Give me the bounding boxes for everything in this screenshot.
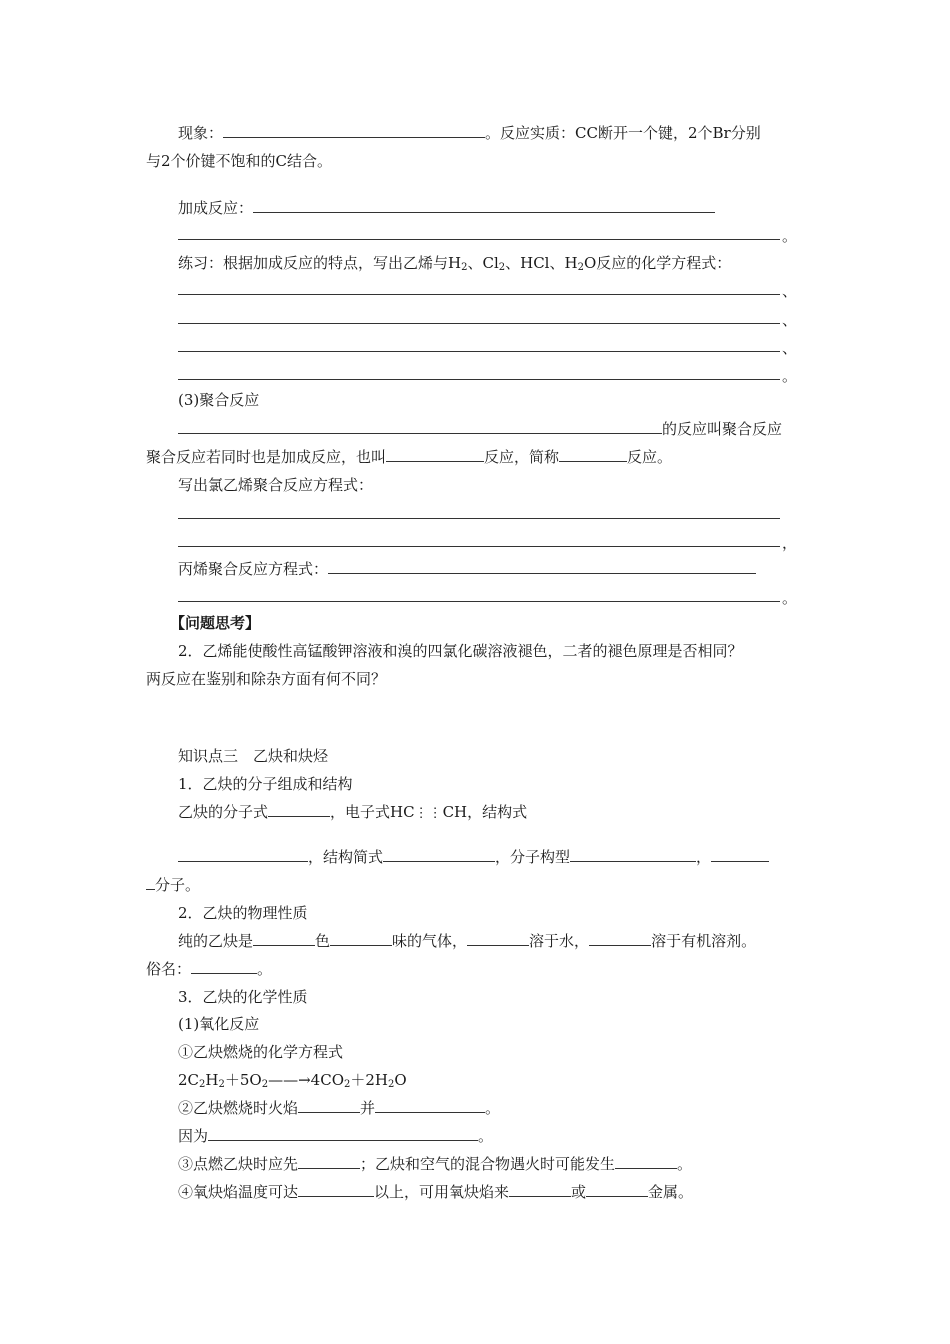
formula-b: ，电子式HC [330,803,415,821]
structure-c: ， [696,848,712,866]
k3-sub1: 1．乙炔的分子组成和结构 [178,775,353,793]
blank-molecule-type-2[interactable] [146,875,155,890]
sub-2: 2 [461,262,468,273]
k3-formula-line [178,801,527,825]
vinyl-comma: ， [782,534,798,552]
polymer-heading: (3)聚合反应 [178,391,260,409]
reaction-arrow: ——→ [268,1071,311,1089]
phys-d: 溶于水， [529,932,590,950]
k3-molecule-line [146,874,200,896]
question-heading: 【问题思考】 [170,614,261,632]
reaction-essence-cont: 与2个价键不饱和的C结合。 [146,152,333,170]
polymer-def-tail: 的反应叫聚合反应 [662,420,783,438]
blank-propene-1[interactable] [328,559,756,574]
eq-a: 2C [178,1071,200,1089]
k3-sub3: 3．乙炔的化学性质 [178,988,308,1006]
k3-alias-line [146,958,272,980]
blank-polymer-short[interactable] [559,447,627,462]
polymer-def-line [178,418,782,440]
blank-molecular-shape[interactable] [570,847,696,862]
blank-structural-formula[interactable] [178,847,308,862]
because-a: 因为 [178,1127,209,1145]
blank-practice-1[interactable] [178,294,780,295]
eq-c: ＋5O [224,1071,262,1089]
polymer-line2-a: 聚合反应若同时也是加成反应，也叫 [146,448,387,466]
blank-odor[interactable] [330,931,392,946]
propene-end-mark: 。 [782,589,798,607]
triple-bond-dots: ⋮⋮ [414,806,443,821]
blank-addition-1[interactable] [253,198,715,213]
polymer-line2 [146,446,672,468]
eq-b: H [205,1071,219,1089]
c2-a: ②乙炔燃烧时火焰 [178,1099,299,1117]
c4-b: 以上，可用氧炔焰来 [374,1183,510,1201]
k3-heading: 知识点三 乙炔和炔烃 [178,747,329,765]
c3-c: 。 [677,1155,693,1173]
question-2-line1: 2．乙烯能使酸性高锰酸钾溶液和溴的四氯化碳溶液褪色，二者的褪色原理是否相同？ [178,642,743,660]
blank-temperature[interactable] [298,1182,374,1197]
blank-practice-4[interactable] [178,379,780,380]
phenomenon-line [178,122,761,144]
sub-2: 2 [344,1079,351,1090]
c2-c: 。 [485,1099,501,1117]
sub-2: 2 [218,1079,225,1090]
because-b: 。 [478,1127,494,1145]
addition-end-mark: 。 [782,227,798,245]
k3-sub2: 2．乙炔的物理性质 [178,904,308,922]
combustion-equation [178,1069,407,1091]
sub-2: 2 [199,1079,206,1090]
alias-a: 俗名： [146,960,192,978]
practice-sep-3: 、 [782,339,798,357]
blank-addition-2[interactable] [178,239,780,240]
blank-vinyl-1[interactable] [178,518,780,519]
practice-text-c: 、HCl、H [505,254,578,272]
structure-b: ，分子构型 [495,848,571,866]
sub-2: 2 [388,1079,395,1090]
alias-b: 。 [257,960,273,978]
practice-text-b: 、Cl [467,254,499,272]
c4-c: 或 [571,1183,587,1201]
blank-phenomenon[interactable] [223,123,485,138]
phenomenon-label: 现象： [178,124,224,142]
blank-cut[interactable] [509,1182,571,1197]
formula-c: CH，结构式 [442,803,528,821]
sub-2: 2 [577,262,584,273]
propene-line [178,558,756,580]
c4-d: 金属。 [648,1183,694,1201]
k3-structure-line [178,846,769,868]
molecule-text: 分子。 [155,876,201,894]
eq-e: ＋2H [350,1071,388,1089]
structure-a: ，结构简式 [308,848,384,866]
blank-practice-2[interactable] [178,323,780,324]
blank-propene-2[interactable] [178,601,780,602]
c2-b: 并 [360,1099,376,1117]
blank-color[interactable] [253,931,315,946]
k3-c2-line [178,1097,500,1119]
question-2-line2: 两反应在鉴别和除杂方面有何不同？ [146,670,387,688]
c3-a: ③点燃乙炔时应先 [178,1155,299,1173]
phys-b: 色 [315,932,331,950]
eq-d: 4CO [310,1071,344,1089]
blank-polymer-def[interactable] [178,419,662,434]
k3-c3-line [178,1153,692,1175]
blank-flame-2[interactable] [375,1098,485,1113]
propene-label: 丙烯聚合反应方程式： [178,560,329,578]
blank-molecular-formula[interactable] [268,802,330,817]
practice-line [178,252,731,274]
c3-b: ；乙炔和空气的混合物遇火时可能发生 [360,1155,616,1173]
phys-c: 味的气体， [392,932,468,950]
blank-simplified-formula[interactable] [383,847,495,862]
formula-a: 乙炔的分子式 [178,803,269,821]
blank-alias[interactable] [191,959,257,974]
practice-sep-2: 、 [782,311,798,329]
blank-flame[interactable] [298,1098,360,1113]
blank-ignite-first[interactable] [298,1154,360,1169]
eq-f: O [394,1071,407,1089]
blank-explosion[interactable] [615,1154,677,1169]
k3-because-line [178,1125,493,1147]
k3-c4-line [178,1181,693,1203]
blank-organic-solubility[interactable] [589,931,651,946]
addition-line [178,197,715,219]
sub-2: 2 [498,262,506,273]
practice-text-d: O反应的化学方程式： [583,254,732,272]
phys-a: 纯的乙炔是 [178,932,254,950]
k3-c1: ①乙炔燃烧的化学方程式 [178,1043,344,1061]
c4-a: ④氧炔焰温度可达 [178,1183,299,1201]
k3-phys-line [178,930,756,952]
blank-polymer-type[interactable] [386,447,484,462]
practice-sep-1: 、 [782,282,798,300]
practice-text-a: 练习：根据加成反应的特点，写出乙烯与H [178,254,462,272]
blank-water-solubility[interactable] [467,931,529,946]
polymer-line2-c: 反应。 [627,448,673,466]
polymer-line2-b: 反应，简称 [484,448,560,466]
blank-practice-3[interactable] [178,351,780,352]
practice-end-mark: 。 [782,367,798,385]
blank-because[interactable] [208,1126,478,1141]
sub-2: 2 [261,1079,269,1090]
vinyl-chloride-label: 写出氯乙烯聚合反应方程式： [178,476,374,494]
k3-oxidation: (1)氧化反应 [178,1015,260,1033]
reaction-essence-text: 。反应实质：CC断开一个键，2个Br分别 [485,124,761,142]
blank-molecule-type-1[interactable] [711,847,769,862]
blank-weld[interactable] [586,1182,648,1197]
phys-e: 溶于有机溶剂。 [651,932,757,950]
addition-label: 加成反应： [178,199,254,217]
blank-vinyl-2[interactable] [178,546,780,547]
